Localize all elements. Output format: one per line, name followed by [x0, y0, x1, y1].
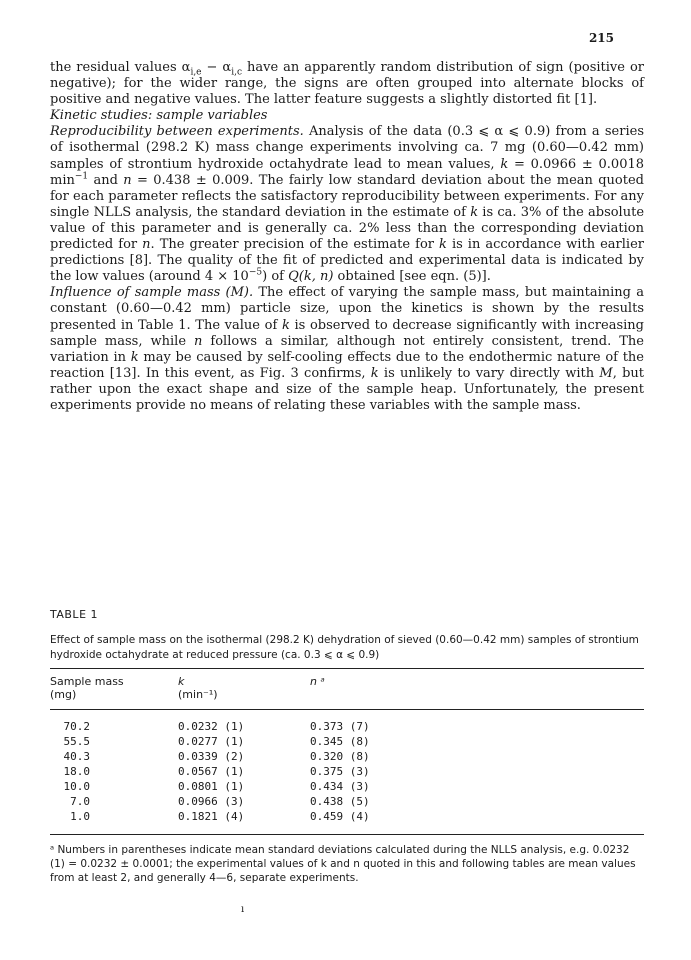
table-cell-k: 0.0277 (1) [178, 735, 245, 748]
paragraph-heading: Influence of sample mass (M). [50, 285, 254, 301]
body-text [50, 60, 644, 414]
table-cell-n: 0.434 (3) [310, 780, 370, 793]
table-cell-mass: 70.2 [63, 720, 90, 733]
table-cell-mass: 1.0 [70, 810, 90, 823]
table-cell-mass: 40.3 [63, 750, 90, 763]
table-footnote: ᵃ Numbers in parentheses indicate mean standard deviations calculated during the NLLS analysis, e.g. 0.0232 (1) = 0.0232 ± 0.0001; the experimental values of k and n quoted in this and following tables are mean values from at least 2, and generally 4—6, separate experiments. [50, 844, 636, 884]
table-bottom-rule [50, 834, 644, 835]
header-n: n ᵃ [310, 675, 325, 688]
table-row [50, 750, 644, 764]
table-row [50, 795, 644, 809]
paragraph-reproducibility: Reproducibility between experiments. Analysis of the data (0.3 ⩽ α ⩽ 0.9) from a series of isothermal (298.2 K) mass change experiments involving ca. 7 mg (0.60—0.42 mm) samples of strontium hydroxide octahydrate lead to mean values, k = 0.0966 ± 0.0018 $\min^{-1}$ and n = 0.438 ± 0.009. The fairly low standard deviation about the mean quoted for each parameter reflects the satisfactory reproducibility between experiments. For any single NLLS analysis, the standard deviation in the estimate of k is ca. 3% of the absolute value of this parameter and is generally ca. 2% less than the corresponding deviation predicted for n. The greater precision of the estimate for k is in accordance with earlier predictions [8]. The quality of the fit of predicted and experimental data is indicated by the low values (around $4 \times 10^{-5}$) of Q(k, n) obtained [see eqn. (5)]. [50, 124, 645, 285]
table-cell-n: 0.438 (5) [310, 795, 370, 808]
table-cell-mass: 7.0 [70, 795, 90, 808]
table-1 [50, 608, 644, 885]
table-row [50, 780, 644, 794]
paragraph-heading: Reproducibility between experiments. [50, 124, 304, 140]
table-cell-k: 0.0567 (1) [178, 765, 245, 778]
table-row [50, 735, 644, 749]
stray-mark: ı [241, 904, 245, 915]
paragraph-sample-mass: Influence of sample mass (M). The effect of varying the sample mass, but maintaining a constant (0.60—0.42 mm) particle size, upon the kinetics is shown by the results presented in Table 1. The value of k is observed to decrease significantly with increasing sample mass, while n follows a similar, although not entirely consistent, trend. The variation in k may be caused by self-cooling effects due to the endothermic nature of the reaction [13]. In this event, as Fig. 3 confirms, k is unlikely to vary directly with M, but rather upon the exact shape and size of the sample heap. Unfortunately, the present experiments provide no means of relating these variables with the sample mass. [50, 285, 644, 413]
page-number: 215 [588, 31, 614, 45]
table-label: TABLE 1 [50, 608, 99, 621]
table-cell-k: 0.0232 (1) [178, 720, 245, 733]
table-caption: Effect of sample mass on the isothermal (298.2 K) dehydration of sieved (0.60—0.42 mm) samples of strontium hydroxide octahydrate at reduced pressure (ca. 0.3 ⩽ α ⩽ 0.9) [50, 634, 639, 661]
table-cell-mass: 10.0 [63, 780, 90, 793]
table-row [50, 765, 644, 779]
table-cell-n: 0.375 (3) [310, 765, 370, 778]
table-row [50, 810, 644, 824]
table-header [50, 669, 644, 709]
header-k: k (min⁻¹) [178, 675, 218, 701]
table-cell-k: 0.0801 (1) [178, 780, 245, 793]
table-cell-mass: 55.5 [63, 735, 90, 748]
table-cell-n: 0.459 (4) [310, 810, 370, 823]
table-cell-n: 0.345 (8) [310, 735, 370, 748]
table-row [50, 720, 644, 734]
table-cell-k: 0.1821 (4) [178, 810, 245, 823]
section-heading: Kinetic studies: sample variables [50, 108, 268, 124]
table-cell-n: 0.373 (7) [310, 720, 370, 733]
table-cell-k: 0.0339 (2) [178, 750, 245, 763]
header-sample-mass: Sample mass (mg) [50, 675, 124, 701]
table-cell-mass: 18.0 [63, 765, 90, 778]
paragraph-residuals: the residual values $\alpha_{i,e} - \alpha_{i,c}$ have an apparently random distribution of sign (positive or negative); for the wider range, the signs are often grouped into alternate blocks of positive and negative values. The latter feature suggests a slightly distorted fit [1]. [50, 60, 645, 108]
table-cell-n: 0.320 (8) [310, 750, 370, 763]
table-cell-k: 0.0966 (3) [178, 795, 245, 808]
table-body [50, 710, 644, 834]
